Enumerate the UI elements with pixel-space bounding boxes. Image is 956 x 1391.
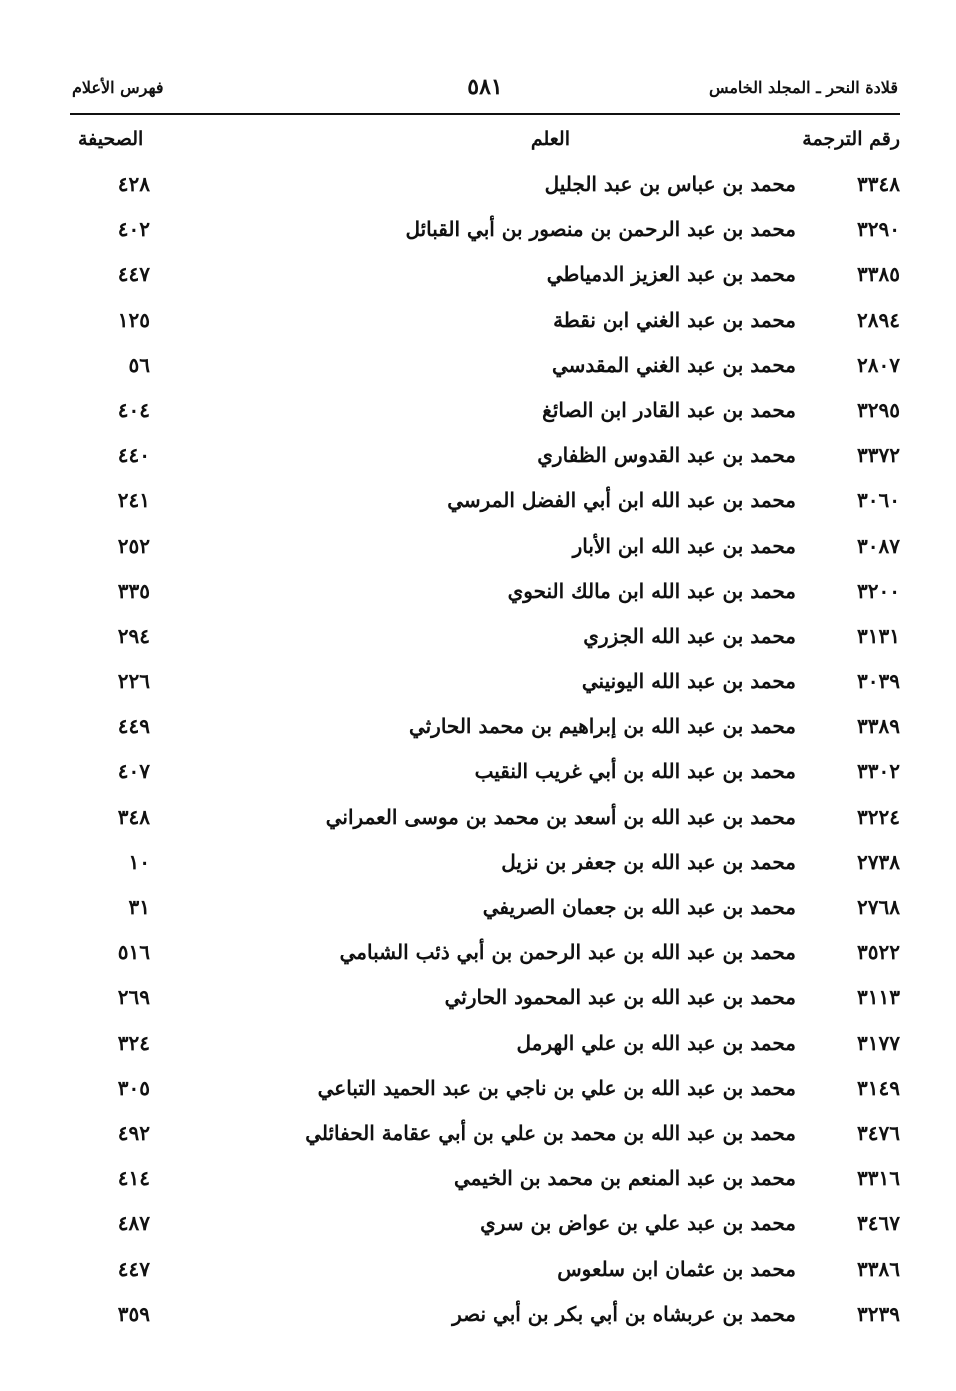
entry-number: ٣٣٨٥ — [857, 262, 900, 287]
entry-page: ٣١ — [128, 895, 150, 919]
entry-name: محمد بن عبد الله ابن أبي الفضل المرسي — [447, 488, 796, 513]
index-entry — [70, 1072, 900, 1117]
index-entry — [70, 710, 900, 755]
entry-page: ٣٠٥ — [117, 1075, 150, 1100]
entry-page: ٤١٤ — [117, 1166, 150, 1191]
entry-number: ٣٢٩٥ — [857, 397, 900, 422]
entry-number: ٢٧٦٨ — [857, 895, 900, 919]
entry-page: ٣٥٩ — [117, 1301, 150, 1326]
index-entry — [70, 394, 900, 439]
entry-name: محمد بن عبد العزيز الدمياطي — [546, 262, 796, 287]
entry-page: ٣٤٨ — [117, 804, 150, 829]
entry-page: ٤٤٧ — [117, 262, 150, 287]
index-entry — [70, 981, 900, 1026]
entry-number: ٣١٤٩ — [857, 1075, 900, 1100]
entry-page: ٥١٦ — [117, 940, 150, 965]
entry-page: ٢٤١ — [117, 488, 150, 513]
entry-page: ٤٨٧ — [117, 1211, 150, 1236]
entry-page: ٤٠٤ — [117, 397, 150, 422]
index-entry — [70, 1253, 900, 1298]
entry-page: ٤٠٧ — [117, 759, 150, 784]
index-entry — [70, 258, 900, 303]
index-entry — [70, 168, 900, 213]
entry-page: ٣٢٤ — [117, 1030, 150, 1055]
entry-name: محمد بن عبد الله بن عبد الرحمن بن أبي ذئب الشبامي — [339, 940, 796, 965]
entry-page: ٤٤٩ — [117, 714, 150, 739]
index-entry — [70, 439, 900, 484]
entry-name: محمد بن عبد الله بن أسعد بن محمد بن موسى العمراني — [325, 804, 796, 829]
entry-number: ٣٢٣٩ — [857, 1301, 900, 1326]
entry-number: ٣٥٢٢ — [857, 940, 900, 965]
index-entry — [70, 575, 900, 620]
entry-number: ٣٠٨٧ — [857, 533, 900, 558]
entry-page: ٢٥٢ — [117, 533, 150, 558]
entry-number: ٣٣٨٩ — [857, 714, 900, 739]
page-number: ٥٨١ — [467, 74, 503, 100]
entry-name: محمد بن عبد القادر ابن الصائغ — [542, 397, 796, 422]
entry-number: ٣٣٧٢ — [857, 443, 900, 468]
entry-name: محمد بن عبد الغني المقدسي — [551, 352, 796, 377]
entry-name: محمد بن عبد علي بن عواض بن سري — [480, 1211, 796, 1236]
entry-page: ٢٢٦ — [117, 669, 150, 694]
page-header: الصحيفة — [78, 128, 144, 150]
entry-name: محمد بن عبد الله بن إبراهيم بن محمد الحارثي — [408, 714, 796, 739]
entry-page: ٣٣٥ — [117, 578, 150, 603]
index-entry — [70, 1117, 900, 1162]
index-entry — [70, 1207, 900, 1252]
entry-number: ٣٣٤٨ — [857, 172, 900, 196]
entry-page: ١٢٥ — [117, 307, 150, 332]
entry-number: ٣١١٣ — [857, 985, 900, 1010]
entry-page: ٤٠٢ — [117, 217, 150, 242]
index-entry — [70, 349, 900, 394]
entry-name: محمد بن عباس بن عبد الجليل — [544, 172, 796, 196]
entry-page: ٤٢٨ — [117, 172, 150, 196]
entry-name: محمد بن عبد الله الجزري — [583, 623, 796, 648]
entry-name: محمد بن عبد الله ابن الأبار — [572, 533, 796, 558]
name-header: العلم — [530, 128, 570, 150]
section-title: فهرس الأعلام — [72, 78, 164, 97]
index-entry — [70, 1298, 900, 1343]
entry-number: ٣٠٦٠ — [857, 488, 900, 513]
entry-name: محمد بن عبد الله اليونيني — [581, 669, 796, 694]
entry-page: ٢٩٤ — [117, 623, 150, 648]
entry-number: ٣٣١٦ — [857, 1166, 900, 1191]
entry-number: ٣٠٣٩ — [857, 669, 900, 694]
index-entry — [70, 484, 900, 529]
entry-name: محمد بن عبد الله بن جعمان الصريفي — [482, 895, 796, 919]
entry-page: ٥٦ — [128, 352, 150, 377]
entry-number: ٣٢٩٠ — [857, 217, 900, 242]
index-entry — [70, 665, 900, 710]
entry-number: ٣٣٨٦ — [857, 1256, 900, 1281]
entry-number: ٣١٣١ — [857, 623, 900, 648]
entry-number: ٣٤٧٦ — [857, 1120, 900, 1145]
entry-name: محمد بن عبد الله بن علي بن ناجي بن عبد الحميد التباعي — [317, 1075, 796, 1100]
index-entry — [70, 846, 900, 891]
entry-page: ١٠ — [128, 849, 150, 874]
index-entry — [70, 755, 900, 800]
entry-number-header: رقم الترجمة — [802, 128, 900, 150]
entry-name: محمد بن عبد الله بن جعفر بن نزيل — [501, 849, 796, 874]
entry-number: ٣٤٦٧ — [857, 1211, 900, 1236]
entry-name: محمد بن عبد الله بن علي الهرمل — [516, 1030, 796, 1055]
index-entry — [70, 801, 900, 846]
entry-number: ٣٢٠٠ — [857, 578, 900, 603]
book-title: قلادة النحر ـ المجلد الخامس — [708, 78, 898, 97]
entry-number: ٢٧٣٨ — [857, 849, 900, 874]
entry-number: ٣٣٠٢ — [857, 759, 900, 784]
header-rule — [70, 113, 900, 115]
entry-name: محمد بن عبد الله بن أبي غريب النقيب — [474, 759, 796, 784]
index-entry — [70, 213, 900, 258]
entry-name: محمد بن عبد الله بن عبد المحمود الحارثي — [444, 985, 796, 1010]
entry-page: ٤٩٢ — [117, 1120, 150, 1145]
entry-name: محمد بن عبد الله بن محمد بن علي بن أبي عقامة الحفائلي — [305, 1120, 796, 1145]
entry-name: محمد بن عبد المنعم بن محمد بن الخيمي — [454, 1166, 796, 1191]
entry-page: ٤٤٧ — [117, 1256, 150, 1281]
entry-number: ٢٨٠٧ — [857, 352, 900, 377]
entry-number: ٣٢٢٤ — [857, 804, 900, 829]
index-entry — [70, 530, 900, 575]
index-entry — [70, 891, 900, 936]
entry-number: ٣١٧٧ — [857, 1030, 900, 1055]
entry-number: ٢٨٩٤ — [857, 307, 900, 332]
entry-name: محمد بن عبد القدوس الظفاري — [537, 443, 796, 468]
entry-name: محمد بن عثمان ابن سلعوس — [557, 1256, 796, 1281]
entry-page: ٤٤٠ — [117, 443, 150, 468]
entry-name: محمد بن عبد الله ابن مالك النحوي — [507, 578, 796, 603]
index-entry — [70, 1027, 900, 1072]
running-header — [72, 74, 898, 108]
column-headers — [70, 128, 900, 162]
index-entries — [70, 168, 900, 1343]
index-entry — [70, 620, 900, 665]
entry-name: محمد بن عبد الرحمن بن منصور بن أبي القبائل — [405, 217, 796, 242]
index-entry — [70, 936, 900, 981]
entry-name: محمد بن عربشاه بن أبي بكر بن أبي نصر — [452, 1301, 796, 1326]
entry-name: محمد بن عبد الغني ابن نقطة — [553, 307, 796, 332]
index-entry — [70, 1162, 900, 1207]
index-entry — [70, 304, 900, 349]
entry-page: ٢٦٩ — [117, 985, 150, 1010]
